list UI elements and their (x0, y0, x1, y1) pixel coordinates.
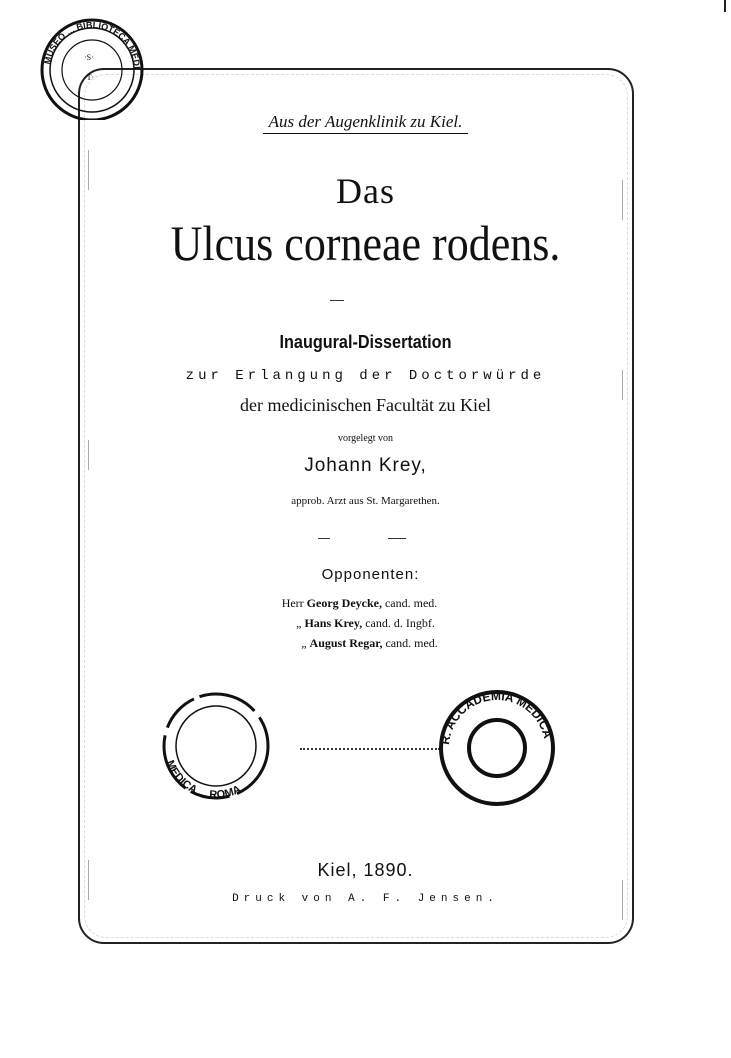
dissertation-type: Inaugural-Dissertation (279, 332, 452, 352)
opponent-prefix: „ (301, 636, 307, 650)
printer-line: Druck von A. F. Jensen. (232, 893, 499, 905)
author-name: Johann Krey, (304, 455, 427, 476)
dissertation-faculty: der medicinischen Facultät zu Kiel (240, 395, 491, 415)
library-stamp-bottom-right (432, 688, 562, 808)
opponent-role: cand. med. (385, 636, 438, 650)
place-year: Kiel, 1890. (317, 860, 414, 880)
title-line-2: Ulcus corneae rodens. (170, 215, 561, 271)
library-stamp-top-left (30, 10, 160, 120)
title-line-1: Das (336, 171, 395, 211)
opponent-prefix: Herr (281, 596, 304, 610)
stamp-text: MEDICA ... ROMA (163, 758, 243, 802)
scan-edge-mark (724, 0, 726, 12)
svg-text:·T·: ·T· (84, 73, 95, 82)
presented-by: vorgelegt von (337, 433, 394, 444)
svg-text:·S·: ·S· (84, 53, 94, 62)
divider (388, 538, 406, 539)
opponent-name: August Regar, (309, 636, 383, 650)
opponent-row (0, 596, 731, 611)
divider (318, 538, 330, 539)
svg-text:R. ACCADEMIA MEDICA (438, 689, 555, 746)
opponent-role: cand. med. (384, 596, 438, 610)
opponents-heading: Opponenten: (321, 566, 420, 583)
institution-line: Aus der Augenklinik zu Kiel. (0, 112, 731, 132)
svg-text:MEDICA ... ROMA (164, 759, 243, 802)
divider (330, 300, 344, 301)
opponent-name: Hans Krey, (304, 616, 363, 630)
stamp-text: R. ACCADEMIA MEDICA (438, 688, 555, 746)
author-title: approb. Arzt aus St. Margarethen. (291, 495, 440, 507)
library-stamp-bottom-left (150, 690, 282, 802)
opponent-prefix: „ (296, 616, 302, 630)
opponent-row (0, 636, 731, 651)
opponent-role: cand. d. Ingbf. (365, 616, 435, 630)
ornament-divider (300, 748, 440, 750)
opponent-name: Georg Deycke, (306, 596, 382, 610)
stamp-text: MUSEO ... BIBLIOTECA MEDI (42, 19, 142, 70)
opponent-row (0, 616, 731, 631)
dissertation-purpose: zur Erlangung der Doctorwürde (185, 368, 546, 384)
